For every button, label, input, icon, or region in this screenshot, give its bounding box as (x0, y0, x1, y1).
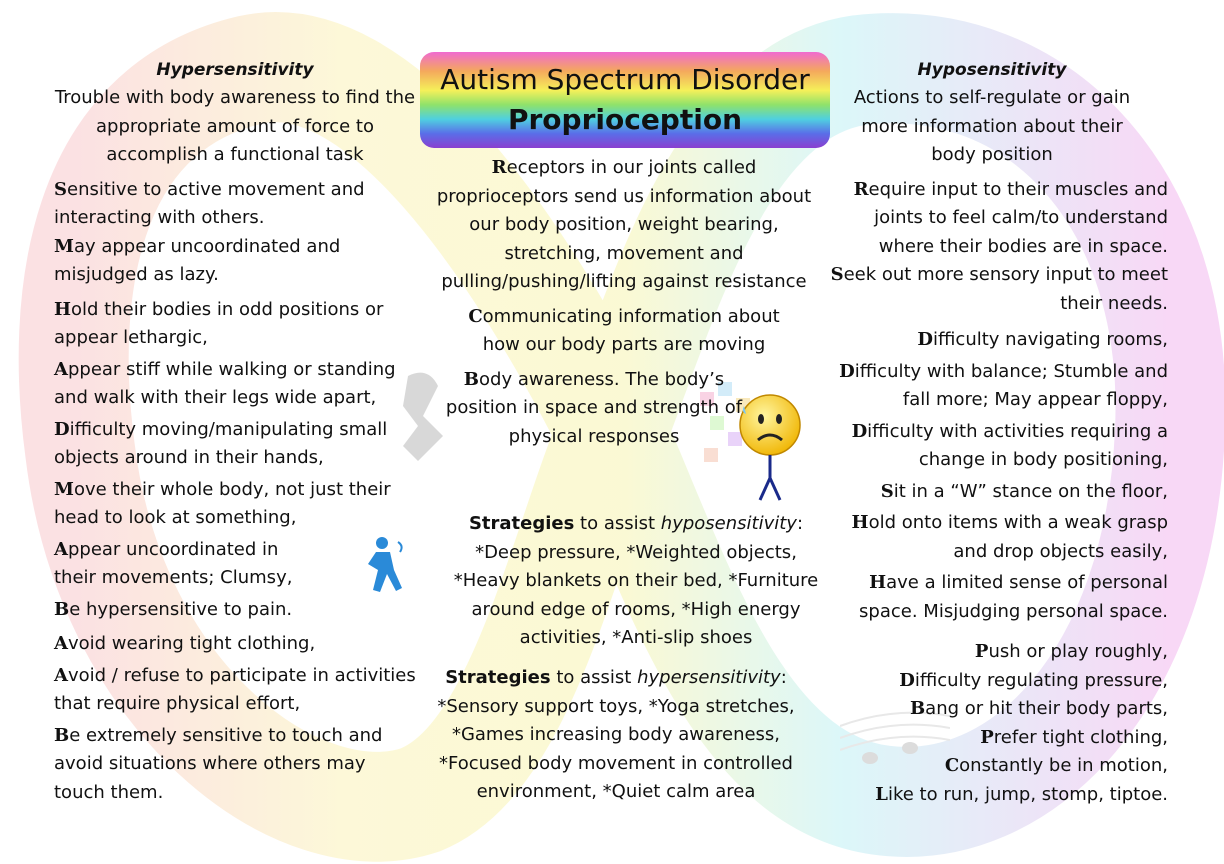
list-item: Push or play roughly, (974, 641, 1168, 662)
list-item: Seek out more sensory input to meet their needs. (830, 264, 1168, 314)
list-item: Constantly be in motion, (944, 755, 1168, 776)
list-item: Difficulty navigating rooms, (917, 329, 1168, 350)
list-item: Move their whole body, not just their head to look at something, (54, 478, 391, 528)
falling-person-icon (362, 536, 410, 596)
hypersensitivity-strategies: Strategies to assist hypersensitivity: *Sensory support toys, *Yoga stretches, *Games increasing body awareness, *Focused body movement in controlled environment, *Quiet calm area (416, 664, 816, 807)
list-item: Difficulty with activities requiring a change in body positioning, (851, 420, 1168, 470)
hyposensitivity-strategies: Strategies to assist hyposensitivity: *Deep pressure, *Weighted objects, *Heavy blankets on their bed, *Furniture around edge of rooms, *High energy activities, *Anti-slip shoes (440, 510, 832, 653)
list-item: Hold onto items with a weak grasp and drop objects easily, (851, 512, 1168, 562)
title-line-1: Autism Spectrum Disorder (440, 63, 810, 96)
list-item: Require input to their muscles and joints to feel calm/to understand where their bodies are in space. (853, 178, 1168, 257)
list-item: Be hypersensitive to pain. (54, 598, 293, 620)
hyposensitivity-column (816, 56, 1168, 809)
hypersensitivity-heading: Hypersensitivity (156, 60, 314, 80)
list-item: Appear uncoordinated in their movements; Clumsy, (54, 538, 293, 588)
list-item: Avoid wearing tight clothing, (54, 633, 316, 654)
hypersensitivity-strategies-text: *Sensory support toys, *Yoga stretches, *Games increasing body awareness, *Focused body movement in controlled environment, *Quiet calm area (437, 695, 795, 802)
list-item: Be extremely sensitive to touch and avoid situations where others may touch them. (54, 724, 383, 803)
title-line-2: Proprioception (507, 103, 743, 136)
list-item: Like to run, jump, stomp, tiptoe. (875, 783, 1168, 805)
hyposensitivity-intro: Actions to self-regulate or gain more information about their body position (853, 87, 1131, 165)
list-item: Difficulty with balance; Stumble and fall more; May appear floppy, (839, 360, 1168, 410)
hypersensitivity-intro: Trouble with body awareness to find the appropriate amount of force to accomplish a functional task (54, 87, 416, 165)
hypersensitivity-column (54, 56, 416, 807)
list-item: Hold their bodies in odd positions or appear lethargic, (54, 298, 384, 348)
list-item: May appear uncoordinated and misjudged as lazy. (54, 235, 341, 285)
list-item: Appear stiff while walking or standing and walk with their legs wide apart, (54, 358, 396, 408)
hyposensitivity-heading: Hyposensitivity (917, 60, 1067, 80)
list-item: Difficulty regulating pressure, (899, 669, 1168, 691)
list-item: Communicating information about how our body parts are moving (468, 305, 780, 355)
list-item: Avoid / refuse to participate in activities that require physical effort, (54, 664, 416, 714)
list-item: Prefer tight clothing, (980, 726, 1168, 748)
list-item: Receptors in our joints called proprioceptors send us information about our body position, weight bearing, stretching, movement and pulling/pushing/lifting against resistance (436, 157, 812, 292)
list-item: Sensitive to active movement and interacting with others. (54, 178, 365, 228)
list-item: Sit in a “W” stance on the floor, (880, 480, 1168, 502)
list-item: Have a limited sense of personal space. Misjudging personal space. (859, 572, 1168, 622)
list-item: Bang or hit their body parts, (909, 698, 1168, 719)
hyposensitivity-strategies-text: *Deep pressure, *Weighted objects, *Heavy blankets on their bed, *Furniture around edge of rooms, *High energy activities, *Anti-slip shoes (453, 541, 819, 648)
sad-stick-figure-icon (736, 392, 804, 504)
title-banner (420, 52, 830, 148)
list-item: Difficulty moving/manipulating small objects around in their hands, (54, 418, 388, 468)
list-item: Body awareness. The body’s position in space and strength of physical responses (445, 368, 743, 447)
